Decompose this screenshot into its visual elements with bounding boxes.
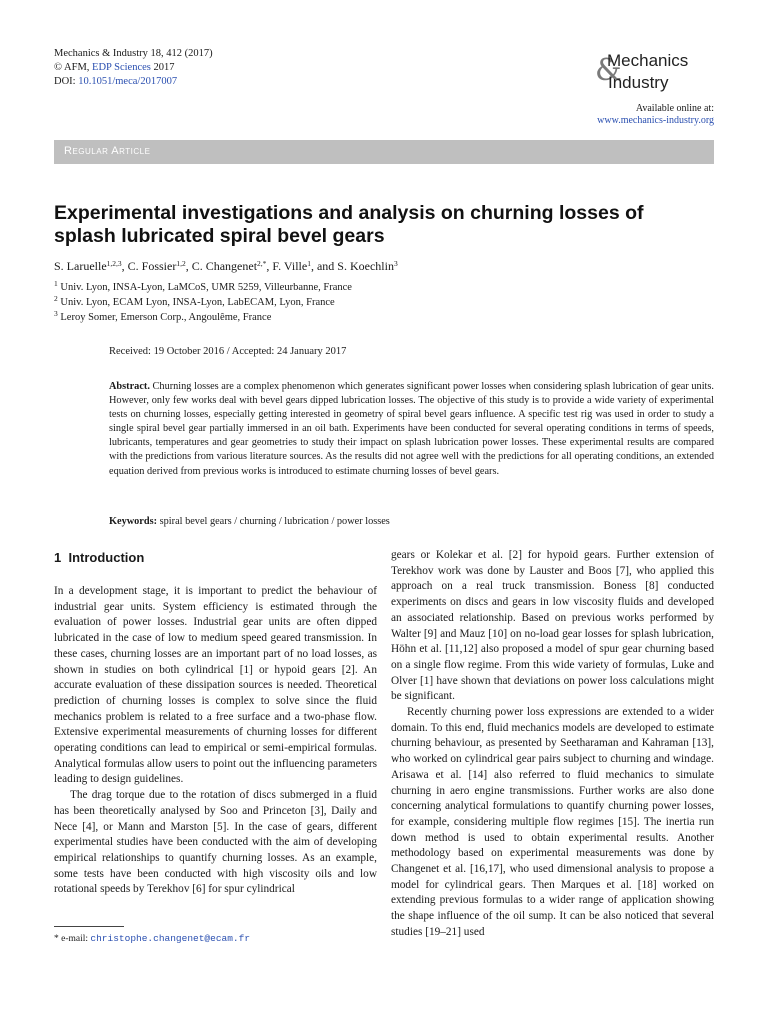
available-label: Available online at: (635, 103, 714, 114)
journal-citation: Mechanics & Industry 18, 412 (2017) (54, 48, 213, 59)
affiliation: $^2$ Univ. Lyon, ECAM Lyon, INSA-Lyon, LabECAM, Lyon, France (54, 294, 335, 308)
body-column-left (54, 584, 377, 898)
journal-meta (54, 47, 213, 89)
doi-link[interactable]: 10.1051/meca/2017007 (78, 76, 178, 87)
journal-website-link[interactable]: www.mechanics-industry.org (597, 115, 714, 126)
section-heading-introduction: 1 Introduction (54, 550, 145, 565)
footnote-email (54, 933, 250, 944)
author: F. Ville$^1$, and (272, 259, 338, 273)
logo-word-mechanics: Mechanics (607, 51, 689, 70)
keywords-label: Keywords: (109, 516, 158, 527)
affiliation: $^3$ Leroy Somer, Emerson Corp., Angoulême, France (54, 309, 272, 323)
paragraph: gears or Kolekar et al. [2] for hypoid gears. Further extension of Terekhov work was done by Lauster and Boos [7], who applied this approach on a real truck transmission. Boness [8] conducted experiments on discs and gears in low viscosity fluids and developed an associated relationship. Based on previous works performed by Walter [9] and Mauz [10] on no-load gear losses for splash lubrication, Höhn et al. [11,12] also proposed a model of spur gear churning based on a single flow regime. From this wide variety of formulas, Luke and Olver [1] have shown that deviations on power loss calculations might be significant. (391, 549, 714, 703)
footnote-rule (54, 926, 124, 927)
author-list (54, 259, 398, 274)
publisher-link[interactable]: EDP Sciences (92, 62, 151, 73)
keywords (109, 516, 390, 527)
author: S. Laruelle$^{1,2,3}$, (54, 259, 128, 273)
logo-ampersand: & (595, 53, 622, 88)
affiliation: $^1$ Univ. Lyon, INSA-Lyon, LaMCoS, UMR 5259, Villeurbanne, France (54, 279, 352, 293)
article-type-label: Regular Article (64, 145, 151, 157)
doi-line (54, 75, 213, 89)
paragraph: The drag torque due to the rotation of discs submerged in a fluid has been theoretically analysed by Soo and Princeton [3], Daily and Nece [4], or Mann and Marston [5]. In the case of gears, different experimental studies have been conducted with the aim of developing empirical relationships to quantify churning losses. As an example, some tests have been conducted with high viscosity oils and low rotational speeds by Terekhov [6] for spur cylindrical (54, 789, 377, 896)
footnote-label: * e-mail: (54, 934, 89, 944)
abstract (109, 380, 714, 479)
logo-word-industry: Industry (608, 73, 669, 92)
abstract-label: Abstract. (109, 381, 150, 392)
doi-label: DOI: (54, 76, 76, 87)
received-accepted-dates: Received: 19 October 2016 / Accepted: 24 January 2017 (109, 346, 347, 357)
author: C. Changenet$^{2,*}$, (191, 259, 273, 273)
copyright-text: © AFM, (54, 62, 90, 73)
email-link[interactable]: christophe.changenet@ecam.fr (90, 933, 251, 944)
author: C. Fossier$^{1,2}$, (127, 259, 192, 273)
author: S. Koechlin$^3$ (337, 259, 398, 273)
copyright-year: 2017 (153, 62, 175, 73)
paragraph: In a development stage, it is important to predict the behaviour of industrial gear units. System efficiency is estimated through the evaluation of power losses. Industrial gear units are often dipped lubricated in the case of low to medium speed geared transmission. In these cases, churning losses are an important part of no load losses, as shown in studies on both cylindrical [1] or hypoid gears [2]. An accurate evaluation of these dissipation sources is needed. Theoretical prediction of churning losses is complex to solve since the fluid mechanics problem is related to a free surface and a two-phase flow. Extensive experimental measurements of churning losses for different operating conditions can lead to empirical or semi-empirical formulas. Analytical formulas allow users to point out the influencing parameters leading to design guidelines. (54, 585, 377, 786)
keywords-text: spiral bevel gears / churning / lubrication / power losses (159, 516, 390, 527)
available-online (597, 103, 714, 127)
body-column-right (391, 548, 714, 941)
copyright-line (54, 61, 213, 75)
article-type-banner (54, 140, 714, 164)
paragraph: Recently churning power loss expressions are extended to a wider domain. To this end, fluid mechanics models are developed to estimate churning behaviour, as presented by Seetharaman and Kahraman [13], who worked on cylindrical gear pairs subject to churning and windage. Arisawa et al. [14] also referred to fluid mechanics to simulate churning in aero engine transmissions. Further works are also done concerning analytical formulations to quantify churning power losses, for example, considering multiple flow regimes [15]. The inertia run down method is used to obtain experimental results. Another methodology based on experimental measurements was done by Changenet et al. [16,17], who used dimensional analysis to propose a model for cylindrical gears. Then Marques et al. [18] worked on extending previous formulas to a wider range of application showing the shape influence of the oil sump. It can be also noticed that several studies [19–21] used (391, 706, 714, 938)
journal-logo (595, 50, 715, 98)
article-title: Experimental investigations and analysis on churning losses of splash lubricated spiral bevel gears (54, 202, 644, 247)
abstract-text: Churning losses are a complex phenomenon which generates significant power losses when considering splash lubrication of gear units. However, only few works deal with bevel gears dipped lubrication losses. The objective of this study is to provide a wide variety of experimental tests on churning losses, especially getting interested in geometry of spiral bevel gears influence. A specific test rig was used in order to study a single spiral bevel gear partially immersed in an oil bath. Experiments have been conducted for several operating conditions in terms of speeds, lubricants, temperatures and gear geometries to study their impact on splash lubrication power losses. These experimental results are compared with the predictions from various literature sources. As the results did not agree well with the predictions for all operating conditions, an extended equation derived from previous works is introduced to estimate churning losses of bevel gears. (109, 381, 714, 477)
